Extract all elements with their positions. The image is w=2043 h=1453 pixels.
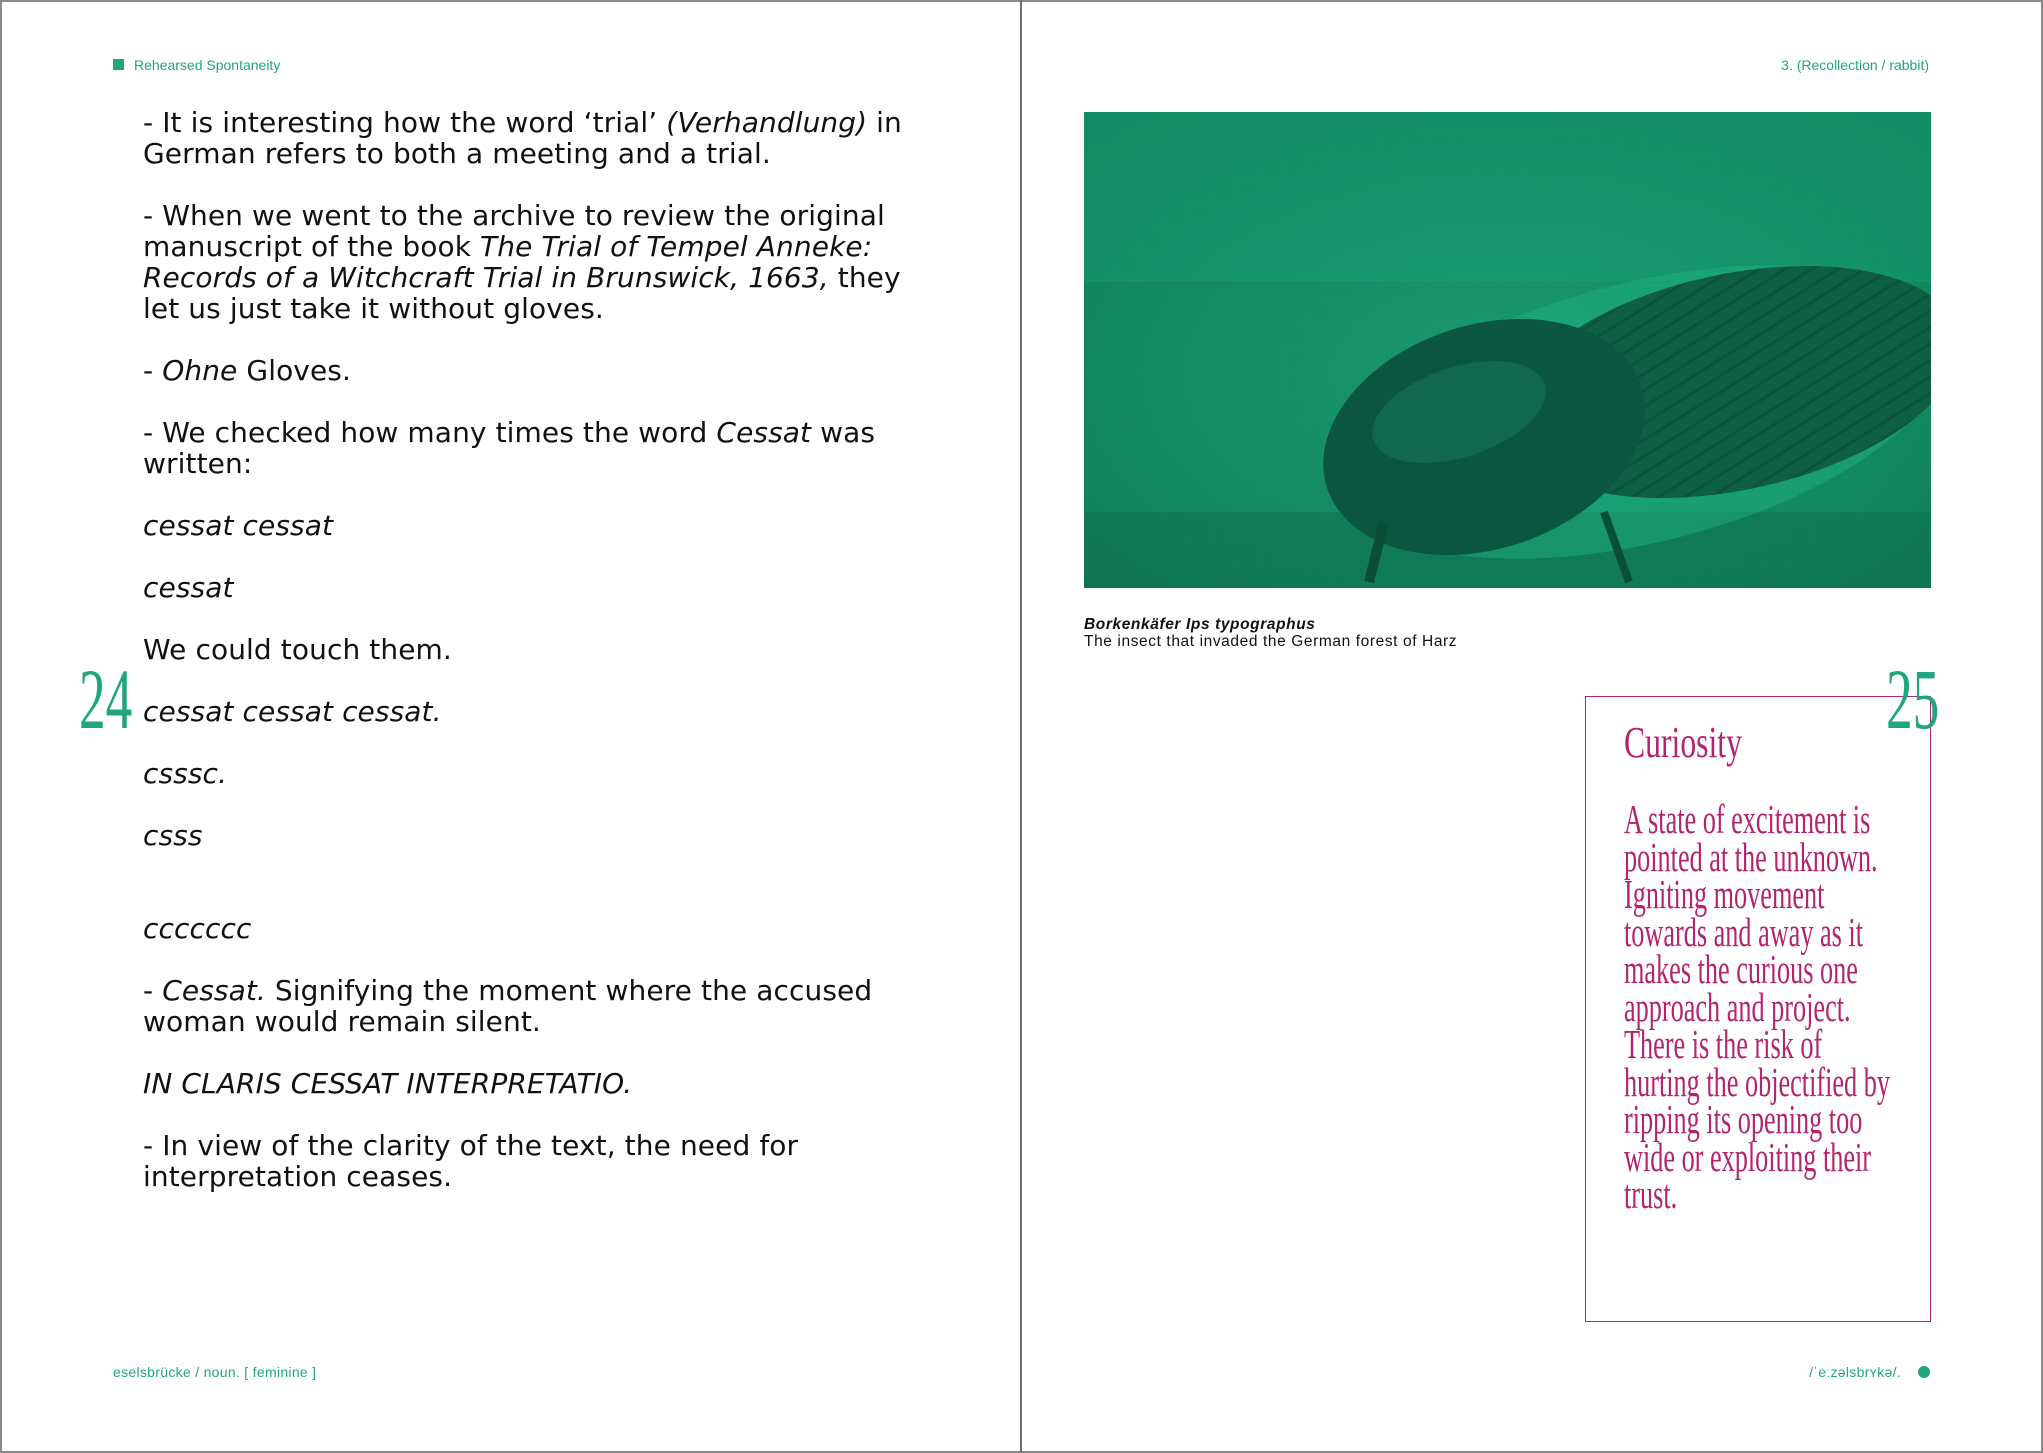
paragraph-text-run: The Trial of Tempel Anneke: Records of a Witchcraft Trial in Brunswick, 1663, [143,230,873,294]
body-paragraph [143,758,933,789]
left-body-text [143,107,933,1223]
caption-title: Borkenkäfer Ips typographus [1084,616,1316,633]
paragraph-text-run: was written: [143,416,876,480]
paragraph-text-run: they let us just take it without gloves. [143,261,901,325]
running-head-right: 3. (Recollection / rabbit) [1781,57,1929,73]
paragraph-text-run: - [143,354,163,387]
definition-box [1585,696,1931,1322]
paragraph-text-run: IN CLARIS CESSAT INTERPRETATIO. [143,1067,633,1100]
paragraph-text-run: cessat cessat [143,509,334,542]
paragraph-text-run: Cessat [716,416,812,449]
paragraph-text-run: in German refers to both a meeting and a trial. [143,106,902,170]
body-paragraph [143,510,933,541]
paragraph-text-run: csss [143,819,203,852]
footer-left: eselsbrücke / noun. [ feminine ] [113,1364,317,1380]
footer-dot-icon [1918,1366,1930,1378]
paragraph-text-run: - [143,974,163,1007]
beetle-photo [1084,112,1931,588]
footer-right: /ˈeːzəlsbrʏkə/. [1809,1364,1901,1380]
body-paragraph [143,696,933,727]
paragraph-text-run: - It is interesting how the word ‘trial’ [143,106,667,139]
body-paragraph [143,634,933,665]
paragraph-text-run: csssc. [143,757,228,790]
beetle-image-icon [1084,112,1931,588]
paragraph-text-run: Signifying the moment where the accused woman would remain silent. [143,974,873,1038]
paragraph-text-run: Gloves. [237,354,351,387]
paragraph-text-run: We could touch them. [143,633,452,666]
paragraph-text-run: - In view of the clarity of the text, the need for interpretation ceases. [143,1129,799,1193]
body-paragraph [143,417,933,479]
definition-text: A state of excitement is pointed at the unknown. Igniting movement towards and away as it makes the curious one approach and project. There is the risk of hurting the objectified by ripping its opening too wide or exploiting their trust. [1624,796,1890,1217]
body-paragraph [143,1068,933,1099]
body-paragraph [143,572,933,603]
caption-text: The insect that invaded the German forest of Harz [1084,633,1458,650]
paragraph-text-run: cessat cessat cessat. [143,695,442,728]
page-number-left: 24 [79,651,133,747]
body-paragraph [143,1130,933,1192]
photo-caption [1084,616,1457,650]
paragraph-text-run: cessat [143,571,234,604]
page-number-right: 25 [1886,651,1940,747]
gutter-divider [1020,0,1022,1453]
paragraph-spacer [143,882,933,913]
running-head-left: Rehearsed Spontaneity [134,57,281,73]
paragraph-text-run: - We checked how many times the word [143,416,717,449]
body-paragraph [143,820,933,851]
definition-title: Curiosity [1624,718,1742,767]
body-paragraph [143,913,933,944]
paragraph-text-run: Ohne [162,354,238,387]
running-head-square-icon [113,59,124,70]
body-paragraph [143,107,933,169]
paragraph-text-run: - When we went to the archive to review the original manuscript of the book [143,199,885,263]
paragraph-text-run: (Verhandlung) [666,106,868,139]
paragraph-text-run: ccccccc [143,912,252,945]
paragraph-text-run: Cessat. [162,974,266,1007]
body-paragraph [143,355,933,386]
body-paragraph [143,975,933,1037]
body-paragraph [143,200,933,324]
